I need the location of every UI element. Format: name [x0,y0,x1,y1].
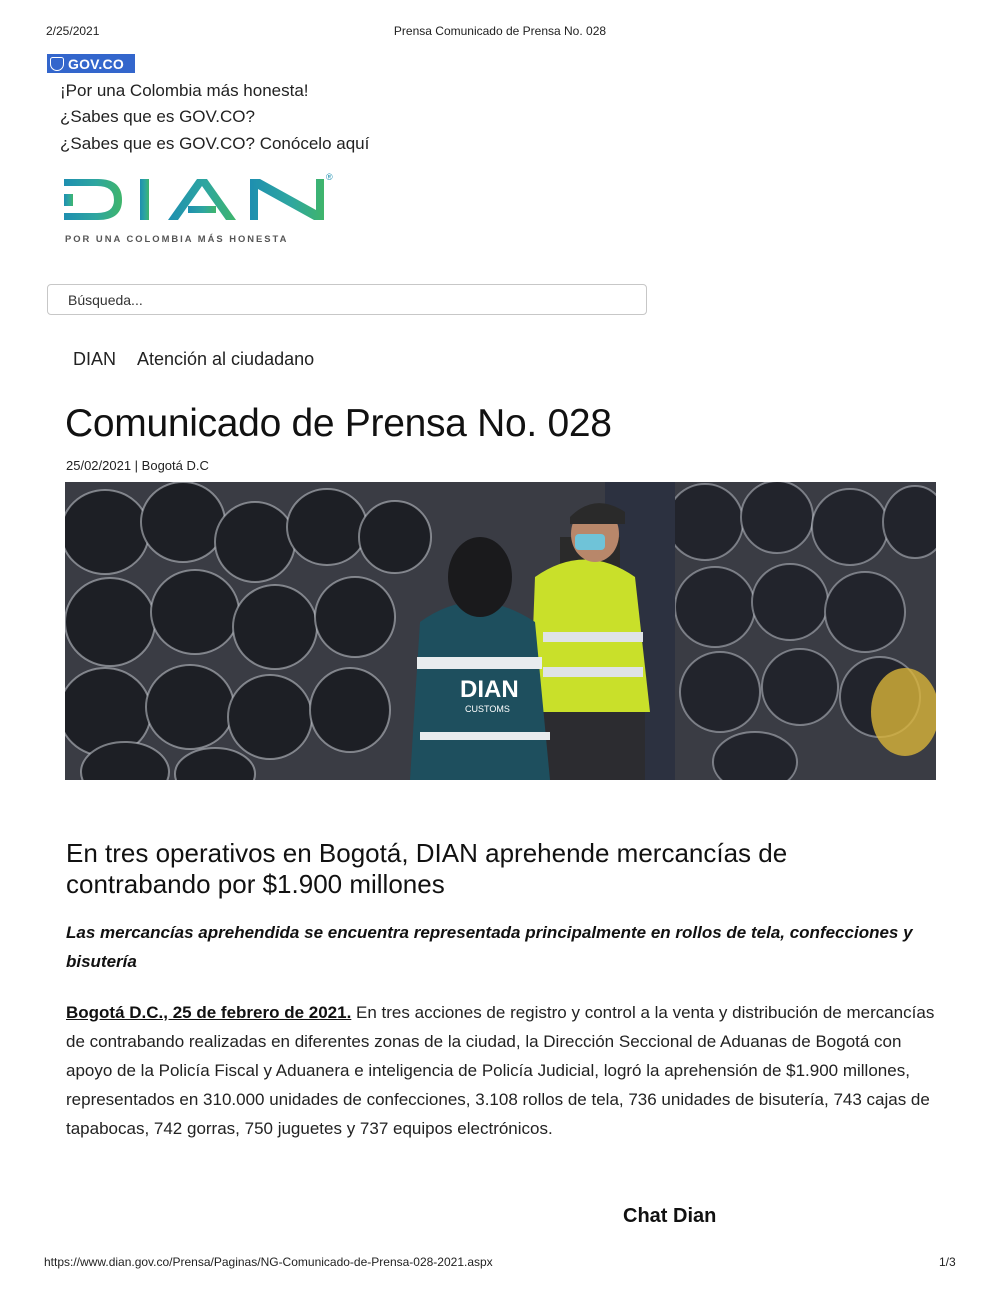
gov-co-logo-text: GOV.CO [68,55,124,72]
dian-logo-wordmark [64,179,324,220]
article-dateline: 25/02/2021 | Bogotá D.C [66,458,209,473]
print-url: https://www.dian.gov.co/Prensa/Paginas/NG-Comunicado-de-Prensa-028-2021.aspx [44,1255,493,1269]
search-box[interactable] [47,284,647,315]
hero-image [65,482,936,780]
article-lead: Las mercancías aprehendida se encuentra representada principalmente en rollos de tela, confecciones y bisutería [66,923,913,971]
article-subtitle: En tres operativos en Bogotá, DIAN aprehende mercancías de contrabando por $1.900 millones [66,838,788,899]
gov-question: ¿Sabes que es GOV.CO? [60,107,255,126]
gov-info-link[interactable]: ¿Sabes que es GOV.CO? Conócelo aquí [60,134,370,153]
gov-tagline: ¡Por una Colombia más honesta! [60,81,309,100]
article-body-text: En tres acciones de registro y control a la venta y distribución de mercancías de contrabando realizadas en diferentes zonas de la ciudad, la Dirección Seccional de Aduanas de Bogotá con apoyo de la Policía Fiscal y Aduanera e inteligencia de Policía Judicial, logró la aprehensión de $1.900 millones, representados en 310.000 unidades de confecciones, 3.108 rollos de tela, 736 unidades de bisutería, 743 cajas de tapabocas, 742 gorras, 750 juguetes y 737 equipos electrónicos. [66,1003,935,1138]
article-body-location: Bogotá D.C., 25 de febrero de 2021. [66,1003,352,1022]
nav-item-atencion-ciudadano[interactable]: Atención al ciudadano [137,349,315,369]
colombia-shield-icon [50,57,64,71]
fabric-rolls-left [65,482,431,780]
hero-vest-sub: CUSTOMS [465,704,510,714]
search-input[interactable] [48,285,628,314]
gov-co-logo[interactable] [47,54,135,73]
article-body [66,998,936,1143]
hero-vest-text: DIAN [460,676,519,703]
page-title: Comunicado de Prensa No. 028 [65,402,612,445]
print-title: Prensa Comunicado de Prensa No. 028 [393,24,607,38]
dian-logo-tagline: POR UNA COLOMBIA MÁS HONESTA [65,233,289,244]
chat-dian-button[interactable]: Chat Dian [623,1205,717,1227]
print-date: 2/25/2021 [46,24,100,38]
nav-item-dian[interactable]: DIAN [73,349,117,369]
registered-mark: ® [326,172,333,182]
print-page-number: 1/3 [939,1255,956,1269]
dian-logo[interactable] [64,172,344,252]
